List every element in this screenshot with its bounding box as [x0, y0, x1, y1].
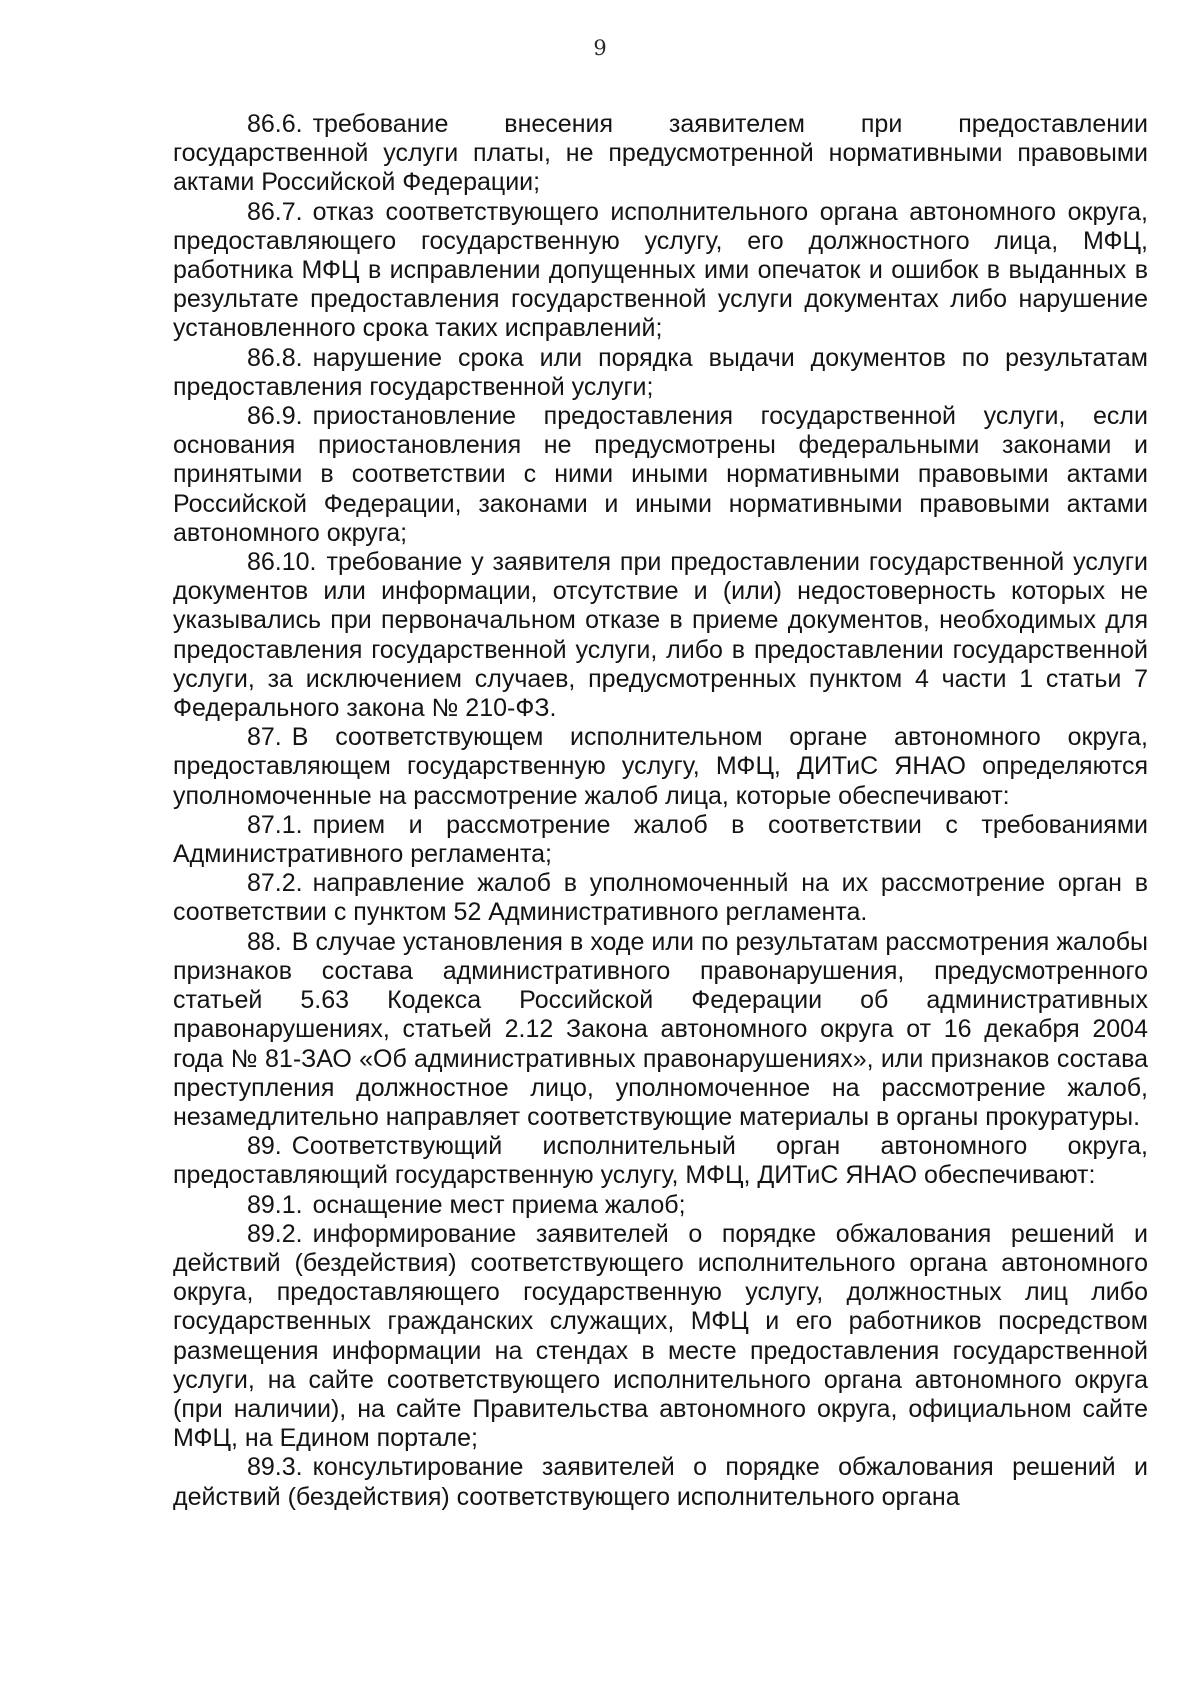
paragraph [173, 723, 1148, 811]
paragraph-number: 86.10. [247, 548, 317, 577]
paragraph-text: В случае установления в ходе или по результатам рассмотрения жалобы признаков состава административного правонарушения, предусмотренного статьей 5.63 Кодекса Российской Федерации об административных правонарушениях, статьей 2.12 Закона автономного округа от 16 декабря 2004 года № 81-ЗАО «Об административных правонарушениях», или признаков состава преступления должностное лицо, уполномоченное на рассмотрение жалоб, незамедлительно направляет соответствующие материалы в органы прокуратуры. [173, 927, 1148, 1131]
page-number: 9 [593, 36, 607, 60]
paragraph [173, 402, 1148, 548]
paragraph-number: 89. [247, 1132, 282, 1161]
paragraph-text: прием и рассмотрение жалоб в соответствии с требованиями Административного регламента; [173, 810, 1148, 869]
paragraph-text: приостановление предоставления государственной услуги, если основания приостановления не предусмотрены федеральными законами и принятыми в соответствии с ними иными нормативными правовыми актами Российской Федерации, законами и иными нормативными правовыми актами автономного округа; [173, 402, 1148, 547]
paragraph [173, 344, 1148, 402]
paragraph [173, 811, 1148, 869]
document-body [173, 110, 1148, 1512]
paragraph [173, 1132, 1148, 1190]
paragraph-text: В соответствующем исполнительном органе автономного округа, предоставляющем государственную услугу, МФЦ, ДИТиС ЯНАО определяются уполномоченные на рассмотрение жалоб лица, которые обеспечивают: [173, 723, 1148, 810]
paragraph-text: требование у заявителя при предоставлении государственной услуги документов или информации, отсутствие и (или) недостоверность которых не указывались при первоначальном отказе в приеме документов, необходимых для предоставления государственной услуги, либо в предоставлении государственной услуги, за исключением случаев, предусмотренных пунктом 4 части 1 статьи 7 Федерального закона № 210-ФЗ. [173, 548, 1148, 723]
paragraph-text: оснащение мест приема жалоб; [312, 1190, 686, 1219]
paragraph-number: 89.3. [247, 1453, 303, 1482]
paragraph [173, 869, 1148, 927]
paragraph-number: 87.1. [247, 810, 303, 839]
paragraph [173, 1453, 1148, 1511]
paragraph [173, 198, 1148, 344]
paragraph [173, 110, 1148, 198]
paragraph-text: информирование заявителей о порядке обжалования решений и действий (бездействия) соответствующего исполнительного органа автономного округа, предоставляющего государственную услугу, должностных лиц либо государственных гражданских служащих, МФЦ и его работников посредством размещения информации на стендах в месте предоставления государственной услуги, на сайте соответствующего исполнительного органа автономного округа (при наличии), на сайте Правительства автономного округа, официальном сайте МФЦ, на Едином портале; [173, 1219, 1148, 1453]
paragraph-text: отказ соответствующего исполнительного органа автономного округа, предоставляющего государственную услугу, его должностного лица, МФЦ, работника МФЦ в исправлении допущенных ими опечаток и ошибок в выданных в результате предоставления государственной услуги документах либо нарушение установленного срока таких исправлений; [173, 197, 1148, 343]
paragraph-text: консультирование заявителей о порядке обжалования решений и действий (бездействия) соответствующего исполнительного органа [173, 1453, 1148, 1511]
paragraph-number: 86.9. [247, 402, 303, 431]
paragraph-text: требование внесения заявителем при предоставлении государственной услуги платы, не предусмотренной нормативными правовыми актами Российской Федерации; [173, 110, 1148, 197]
paragraph [173, 1220, 1148, 1454]
paragraph-number: 87. [247, 723, 282, 752]
paragraph-number: 89.2. [247, 1219, 303, 1248]
paragraph-number: 87.2. [247, 869, 303, 898]
paragraph-number: 88. [247, 927, 282, 956]
paragraph-text: направление жалоб в уполномоченный на их рассмотрение орган в соответствии с пунктом 52 Административного регламента. [173, 869, 1148, 927]
paragraph [173, 548, 1148, 723]
paragraph-number: 86.7. [247, 197, 303, 226]
paragraph-number: 89.1. [247, 1190, 303, 1219]
paragraph-text: Соответствующий исполнительный орган автономного округа, предоставляющий государственную услугу, МФЦ, ДИТиС ЯНАО обеспечивают: [173, 1132, 1148, 1190]
paragraph-number: 86.6. [247, 110, 303, 138]
paragraph [173, 1191, 1148, 1220]
paragraph-number: 86.8. [247, 343, 303, 372]
paragraph [173, 928, 1148, 1132]
paragraph-text: нарушение срока или порядка выдачи документов по результатам предоставления государственной услуги; [173, 343, 1148, 401]
